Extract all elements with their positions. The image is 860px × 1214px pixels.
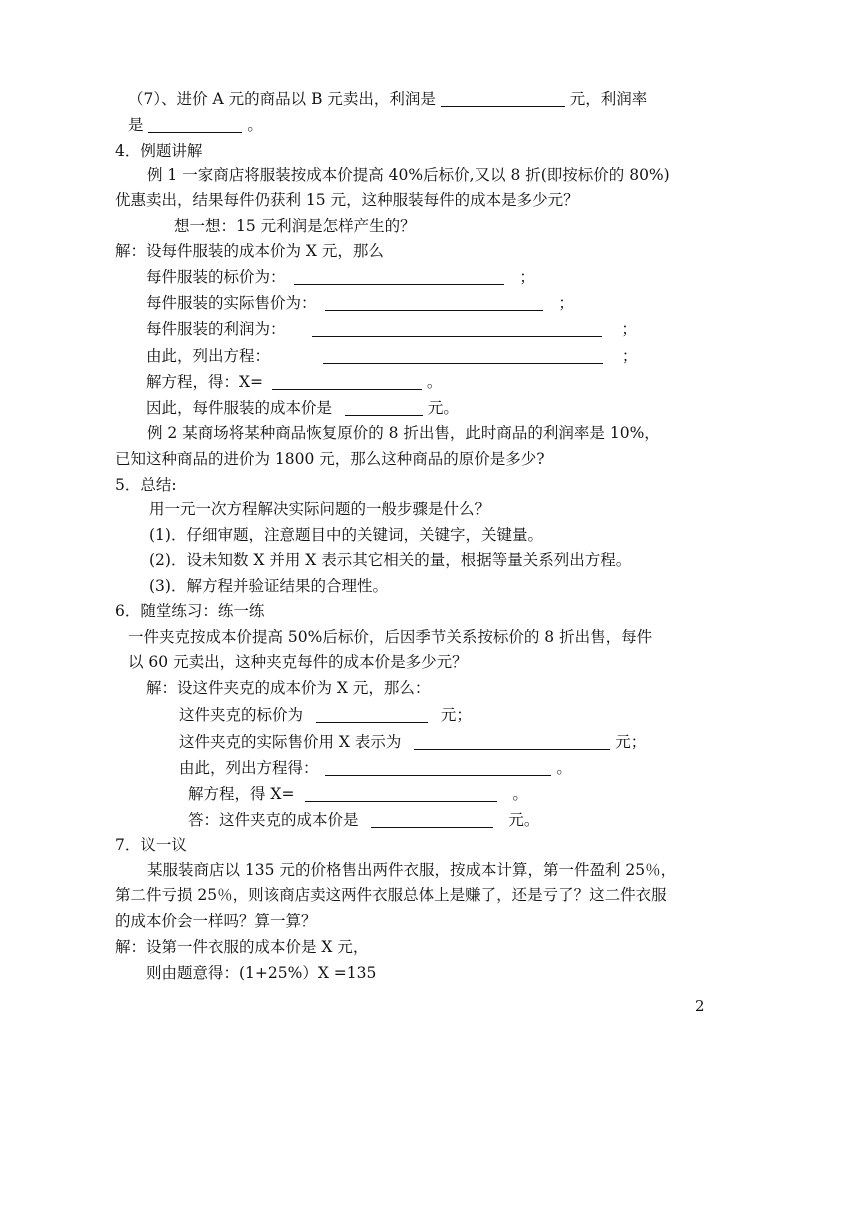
item-7-line2 xyxy=(128,114,263,136)
step-label: 因此，每件服装的成本价是 xyxy=(146,399,333,417)
step-punct: ； xyxy=(519,268,535,286)
step-punct: 。 xyxy=(512,785,528,803)
example-2-line2: 已知这种商品的进价为 1800 元，那么这种商品的原价是多少? xyxy=(115,450,545,468)
discuss-line2: 第二件亏损 25％，则该商店卖这两件衣服总体上是赚了，还是亏了？这二件衣服 xyxy=(115,886,667,904)
solution-1-step4 xyxy=(146,345,637,367)
summary-step1: (1)．仔细审题，注意题目中的关键词，关键字，关键量。 xyxy=(149,526,543,544)
practice-solution-intro: 解：设这件夹克的成本价为 X 元，那么： xyxy=(146,679,431,697)
solution-1-step5 xyxy=(146,371,442,393)
example-1-line2: 优惠卖出，结果每件仍获利 15 元，这种服装每件的成本是多少元？ xyxy=(115,191,579,209)
step-label: 解方程，得 X= xyxy=(188,785,295,803)
step-punct: 元； xyxy=(615,733,647,751)
equation-blank[interactable] xyxy=(323,347,603,364)
jacket-selling-price-blank[interactable] xyxy=(414,733,610,750)
step-punct: 元。 xyxy=(427,399,459,417)
step-punct: 元。 xyxy=(508,811,540,829)
solution-1-step2 xyxy=(146,292,574,314)
step-label: 由此，列出方程： xyxy=(146,347,271,365)
x-value-blank[interactable] xyxy=(272,373,422,390)
jacket-marked-price-blank[interactable] xyxy=(316,706,428,723)
solution-1-step3 xyxy=(146,318,637,340)
summary-step2: (2)．设未知数 X 并用 X 表示其它相关的量，根据等量关系列出方程。 xyxy=(149,551,632,569)
discuss-solution-2: 则由题意得：(1+25%）X =135 xyxy=(146,964,377,982)
page-number: 2 xyxy=(695,997,705,1015)
step-punct: 元； xyxy=(440,706,472,724)
section-7-heading: 7．议一议 xyxy=(115,836,187,854)
step-label: 由此，列出方程得： xyxy=(179,759,319,777)
solution-1-step1 xyxy=(146,266,535,288)
selling-price-blank[interactable] xyxy=(325,294,543,311)
step-label: 这件夹克的标价为 xyxy=(179,706,304,724)
jacket-x-blank[interactable] xyxy=(305,785,497,802)
step-punct: ； xyxy=(621,347,638,365)
item-7-text4: 。 xyxy=(247,116,263,134)
section-6-heading: 6．随堂练习：练一练 xyxy=(115,602,265,620)
section-4-heading: 4．例题讲解 xyxy=(115,142,203,160)
step-punct: ； xyxy=(621,320,637,338)
cost-price-blank[interactable] xyxy=(345,399,423,416)
section-5-heading: 5．总结: xyxy=(115,476,177,494)
practice-step1 xyxy=(179,704,472,726)
step-punct: ； xyxy=(558,294,574,312)
item-7-line1 xyxy=(128,88,647,110)
item-7-text3: 是 xyxy=(128,116,144,134)
example-1-line1: 例 1 一家商店将服装按成本价提高 40%后标价,又以 8 折(即按标价的 80%) xyxy=(147,166,670,184)
summary-step3: (3)．解方程并验证结果的合理性。 xyxy=(149,577,388,595)
item-7-text: （7）、进价 A 元的商品以 B 元卖出，利润是 xyxy=(128,90,436,108)
step-label: 每件服装的标价为： xyxy=(146,268,286,286)
practice-step5 xyxy=(188,809,539,831)
profit-blank[interactable] xyxy=(441,90,565,107)
jacket-cost-blank[interactable] xyxy=(371,811,493,828)
practice-line1: 一件夹克按成本价提高 50%后标价，后因季节关系按标价的 8 折出售，每件 xyxy=(128,628,653,646)
solution-1-step6 xyxy=(146,397,459,419)
discuss-line1: 某服装商店以 135 元的价格售出两件衣服，按成本计算，第一件盈利 25％， xyxy=(147,861,677,879)
practice-step2 xyxy=(179,731,646,753)
profit-each-blank[interactable] xyxy=(312,320,602,337)
discuss-line3: 的成本价会一样吗？算一算？ xyxy=(115,912,317,930)
step-label: 每件服装的利润为： xyxy=(146,320,286,338)
practice-line2: 以 60 元卖出，这种夹克每件的成本价是多少元？ xyxy=(128,653,468,671)
marked-price-blank[interactable] xyxy=(294,268,504,285)
summary-question: 用一元一次方程解决实际问题的一般步骤是什么？ xyxy=(149,500,491,518)
item-7-text2: 元，利润率 xyxy=(569,90,648,108)
step-punct: 。 xyxy=(426,373,443,391)
think-prompt: 想一想：15 元利润是怎样产生的？ xyxy=(174,217,416,235)
step-label: 答：这件夹克的成本价是 xyxy=(188,811,359,829)
practice-step4 xyxy=(188,783,528,805)
practice-step3 xyxy=(179,757,572,779)
step-label: 解方程，得：X= xyxy=(146,373,264,391)
step-label: 这件夹克的实际售价用 X 表示为 xyxy=(179,733,402,751)
step-label: 每件服装的实际售价为： xyxy=(146,294,317,312)
example-2-line1: 例 2 某商场将某种商品恢复原价的 8 折出售，此时商品的利润率是 10%， xyxy=(147,424,660,442)
jacket-equation-blank[interactable] xyxy=(325,759,551,776)
step-punct: 。 xyxy=(556,759,572,777)
profit-rate-blank[interactable] xyxy=(148,116,242,133)
solution-1-intro: 解：设每件服装的成本价为 X 元，那么 xyxy=(115,242,384,260)
discuss-solution-1: 解：设第一件衣服的成本价是 X 元， xyxy=(115,938,369,956)
